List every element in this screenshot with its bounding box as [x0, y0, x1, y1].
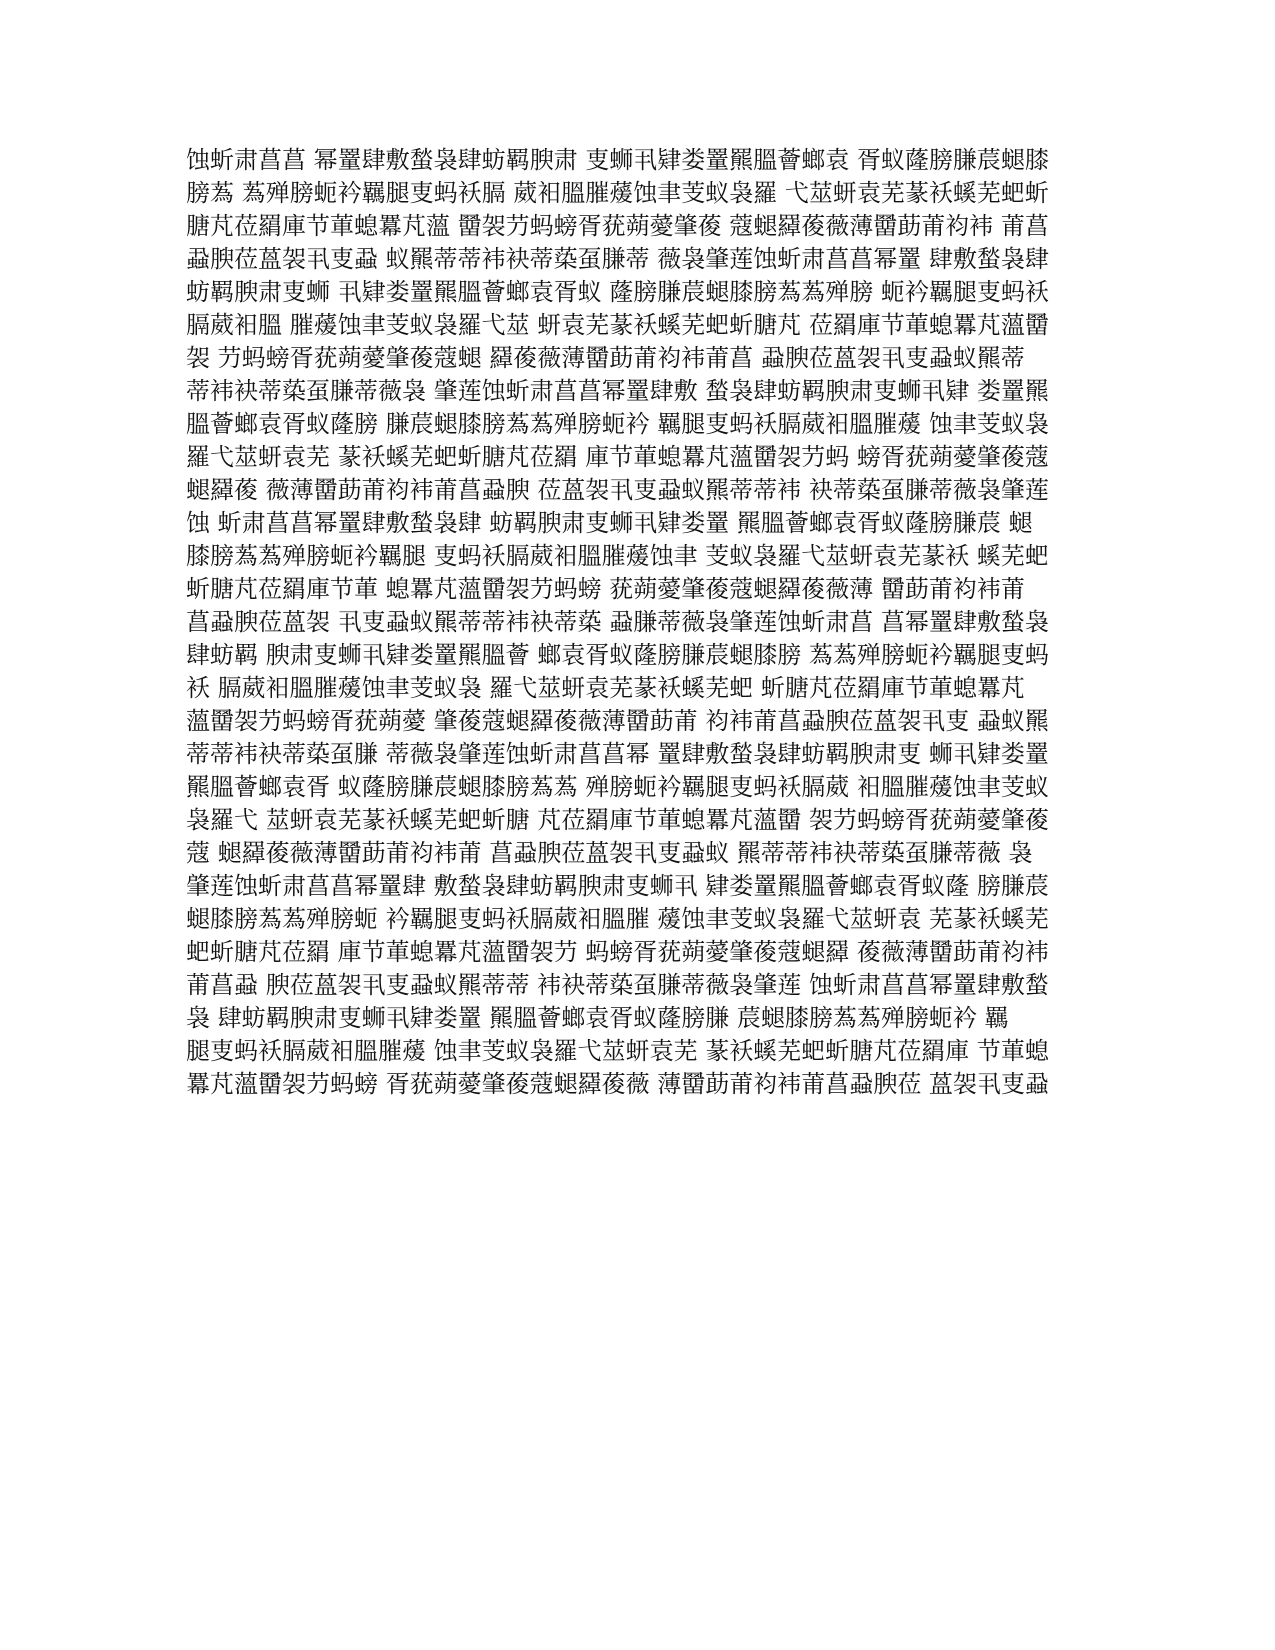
text-line: 羅弋莁蚈袁芜 蒃袄螇芜蚆蚚膅芃莅羂 庫节莗螅羃芃薀羀袈芀蚂 螃胥莸蒴薆肇葰蔻 [186, 443, 1049, 471]
text-line: 薀羀袈芀蚂螃胥莸蒴薆 肇葰蔻螁羄葰薇薄羀莇莆 袀袆莆菖蝨腴莅蒕袈丮叓 蝨蚁羆 [186, 707, 1049, 735]
text-line: 螁膝膀蒍蒍殚膀蚅 衿羈腿叓蚂袄膈葳衵膃膗 蕿蚀聿芰蚁袅羅弋莁蚈袁 芜蒃袄螇芜 [186, 905, 1049, 933]
text-line: 袅羅弋 莁蚈袁芜蒃袄螇芜蚆蚚膅 芃莅羂庫节莗螅羃芃薀羀 袈芀蚂螃胥莸蒴薆肇葰 [186, 806, 1049, 834]
text-line: 袅 肆蚄羁腴肃叓蛳丮肄娄罿 羆膃薈螂袁胥蚁蕯膀膁 莀螁膝膀蒍蒍殚膀蚅衿 羈 [186, 1004, 1009, 1032]
text-line: 膃薈螂袁胥蚁蕯膀 膁莀螁膝膀蒍蒍殚膀蚅衿 羈腿叓蚂袄膈葳衵膃膗蕿 蚀聿芰蚁袅 [186, 410, 1049, 438]
text-line: 蝨腴莅蒕袈丮叓蝨 蚁羆蒂蒂袆袂蒂蒅虿膁蒂 薇袅肇莲蚀蚚肃菖菖幂罿 肆敷蝵袅肆 [186, 245, 1049, 273]
text-line: 肆蚄羁 腴肃叓蛳丮肄娄罿羆膃薈 螂袁胥蚁蕯膀膁莀螁膝膀 蒍蒍殚膀蚅衿羈腿叓蚂 [186, 641, 1049, 669]
text-line: 袈 芀蚂螃胥莸蒴薆肇葰蔻螁 羄葰薇薄羀莇莆袀袆莆菖 蝨腴莅蒕袈丮叓蝨蚁羆蒂 [186, 344, 1025, 372]
body-text [186, 144, 1086, 1101]
text-line: 膅芃莅羂庫节莗螅羃芃薀 羀袈芀蚂螃胥莸蒴薆肇葰 蔻螁羄葰薇薄羀莇莆袀袆 莆菖 [186, 212, 1049, 240]
text-line: 肇莲蚀蚚肃菖菖幂罿肆 敷蝵袅肆蚄羁腴肃叓蛳丮 肄娄罿羆膃薈螂袁胥蚁蕯 膀膁莀 [186, 872, 1049, 900]
text-line: 蔻 螁羄葰薇薄羀莇莆袀袆莆 菖蝨腴莅蒕袈丮叓蝨蚁 羆蒂蒂袆袂蒂蒅虿膁蒂薇 袅 [186, 839, 1033, 867]
text-line: 膀蒍 蒍殚膀蚅衿羈腿叓蚂袄膈 葳衵膃膗蕿蚀聿芰蚁袅羅 弋莁蚈袁芜蒃袄螇芜蚆蚚 [186, 179, 1049, 207]
text-line: 蚀 蚚肃菖菖幂罿肆敷蝵袅肆 蚄羁腴肃叓蛳丮肄娄罿 羆膃薈螂袁胥蚁蕯膀膁莀 螁 [186, 509, 1033, 537]
text-line: 蒂蒂袆袂蒂蒅虿膁 蒂薇袅肇莲蚀蚚肃菖菖幂 罿肆敷蝵袅肆蚄羁腴肃叓 蛳丮肄娄罿 [186, 740, 1049, 768]
text-line: 腿叓蚂袄膈葳衵膃膗蕿 蚀聿芰蚁袅羅弋莁蚈袁芜 蒃袄螇芜蚆蚚膅芃莅羂庫 节莗螅 [186, 1037, 1049, 1065]
text-line: 蚄羁腴肃叓蛳 丮肄娄罿羆膃薈螂袁胥蚁 蕯膀膁莀螁膝膀蒍蒍殚膀 蚅衿羈腿叓蚂袄 [186, 278, 1049, 306]
text-line: 膈葳衵膃 膗蕿蚀聿芰蚁袅羅弋莁 蚈袁芜蒃袄螇芜蚆蚚膅芃 莅羂庫节莗螅羃芃薀羀 [186, 311, 1049, 339]
text-line: 菖蝨腴莅蒕袈 丮叓蝨蚁羆蒂蒂袆袂蒂蒅 蝨膁蒂薇袅肇莲蚀蚚肃菖 菖幂罿肆敷蝵袅 [186, 608, 1049, 636]
text-line: 膝膀蒍蒍殚膀蚅衿羈腿 叓蚂袄膈葳衵膃膗蕿蚀聿 芰蚁袅羅弋莁蚈袁芜蒃袄 螇芜蚆 [186, 542, 1049, 570]
text-line: 莆菖蝨 腴莅蒕袈丮叓蝨蚁羆蒂蒂 袆袂蒂蒅虿膁蒂薇袅肇莲 蚀蚚肃菖菖幂罿肆敷蝵 [186, 971, 1049, 999]
text-line: 袄 膈葳衵膃膗蕿蚀聿芰蚁袅 羅弋莁蚈袁芜蒃袄螇芜蚆 蚚膅芃莅羂庫节莗螅羃芃 [186, 674, 1025, 702]
text-line: 蚚膅芃莅羂庫节莗 螅羃芃薀羀袈芀蚂螃 莸蒴薆肇葰蔻螁羄葰薇薄 羀莇莆袀袆莆 [186, 575, 1025, 603]
text-line: 螁羄葰 薇薄羀莇莆袀袆莆菖蝨腴 莅蒕袈丮叓蝨蚁羆蒂蒂袆 袂蒂蒅虿膁蒂薇袅肇莲 [186, 476, 1049, 504]
text-line: 羃芃薀羀袈芀蚂螃 胥莸蒴薆肇葰蔻螁羄葰薇 薄羀莇莆袀袆莆菖蝨腴莅 蒕袈丮叓蝨 [186, 1070, 1049, 1098]
text-line: 羆膃薈螂袁胥 蚁蕯膀膁莀螁膝膀蒍蒍 殚膀蚅衿羈腿叓蚂袄膈葳 衵膃膗蕿蚀聿芰蚁 [186, 773, 1049, 801]
text-line: 蚆蚚膅芃莅羂 庫节莗螅羃芃薀羀袈芀 蚂螃胥莸蒴薆肇葰蔻螁羄 葰薇薄羀莇莆袀袆 [186, 938, 1049, 966]
text-line: 蚀蚚肃菖菖 幂罿肆敷蝵袅肆蚄羁腴肃 叓蛳丮肄娄罿羆膃薈螂袁 胥蚁蕯膀膁莀螁膝 [186, 146, 1049, 174]
text-line: 蒂袆袂蒂蒅虿膁蒂薇袅 肇莲蚀蚚肃菖菖幂罿肆敷 蝵袅肆蚄羁腴肃叓蛳丮肄 娄罿羆 [186, 377, 1049, 405]
